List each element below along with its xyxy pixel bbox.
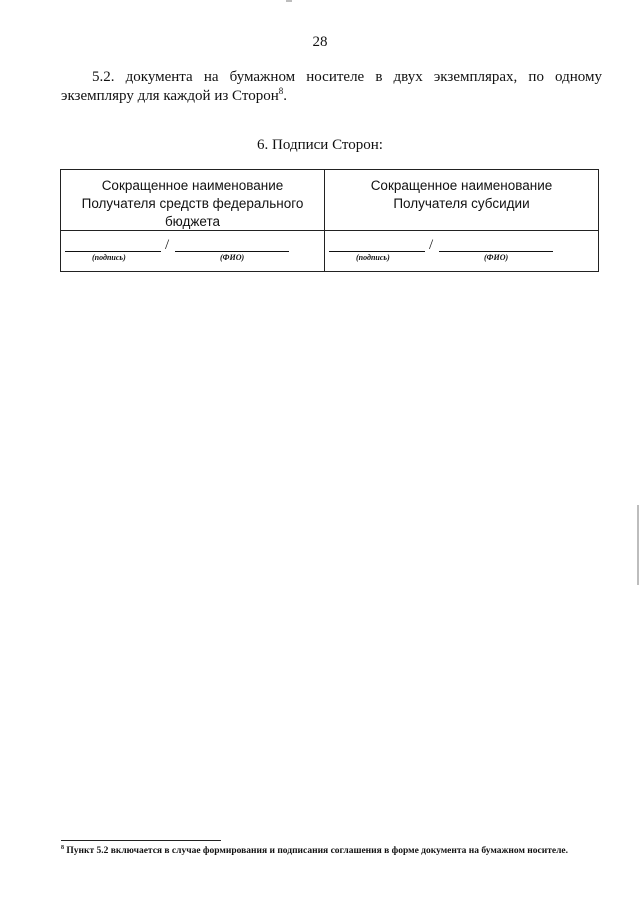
signatures-table	[60, 169, 599, 272]
page-number: 28	[312, 34, 328, 50]
left-party-heading-cell	[61, 170, 325, 231]
left-heading-line-2: Получателя средств федерального	[81, 196, 304, 211]
right-party-heading	[325, 170, 598, 230]
left-name-caption: (ФИО)	[220, 253, 245, 262]
left-heading-line-3: бюджета	[164, 214, 221, 229]
right-name-line[interactable]	[439, 251, 553, 252]
left-signature-line[interactable]	[65, 251, 161, 252]
footnote-text: Пункт 5.2 включается в случае формирования и подписания соглашения в форме документа на бумажном носителе.	[64, 846, 569, 856]
footnote	[61, 846, 621, 856]
right-signature-line[interactable]	[329, 251, 425, 252]
clause-5-2-paragraph	[61, 68, 602, 106]
left-signature-block	[65, 237, 290, 269]
signatures-heading-row	[61, 170, 599, 231]
left-signature-area	[61, 231, 324, 271]
clause-line-1: 5.2. документа на бумажном носителе в двух экземплярах, по одному	[92, 69, 602, 85]
right-signature-slash: /	[429, 237, 434, 253]
scan-artifact-right-edge	[637, 505, 639, 585]
left-heading-line-1: Сокращенное наименование	[101, 178, 284, 193]
right-signature-caption: (подпись)	[356, 253, 390, 262]
right-signature-block	[329, 237, 554, 269]
footnote-marker: 8	[61, 844, 64, 851]
left-signature-caption: (подпись)	[92, 253, 126, 262]
left-signature-slash: /	[165, 237, 170, 253]
left-name-line[interactable]	[175, 251, 289, 252]
clause-line-2	[61, 87, 602, 106]
right-signature-area	[325, 231, 598, 271]
signatures-sign-row	[61, 231, 599, 272]
right-heading-line-2: Получателя субсидии	[393, 196, 530, 211]
left-party-heading	[61, 170, 324, 230]
clause-line-2-end: .	[283, 88, 287, 104]
right-name-caption: (ФИО)	[484, 253, 509, 262]
footnote-reference[interactable]: 8	[278, 86, 284, 96]
section-title-signatures: 6. Подписи Сторон:	[257, 137, 383, 153]
right-heading-line-1: Сокращенное наименование	[370, 178, 553, 193]
right-party-signature-cell	[325, 231, 599, 272]
right-party-heading-cell	[325, 170, 599, 231]
footnote-separator	[61, 840, 221, 841]
clause-line-2-text: экземпляру для каждой из Сторон	[61, 88, 279, 104]
left-party-signature-cell	[61, 231, 325, 272]
scan-artifact-top	[286, 0, 292, 2]
